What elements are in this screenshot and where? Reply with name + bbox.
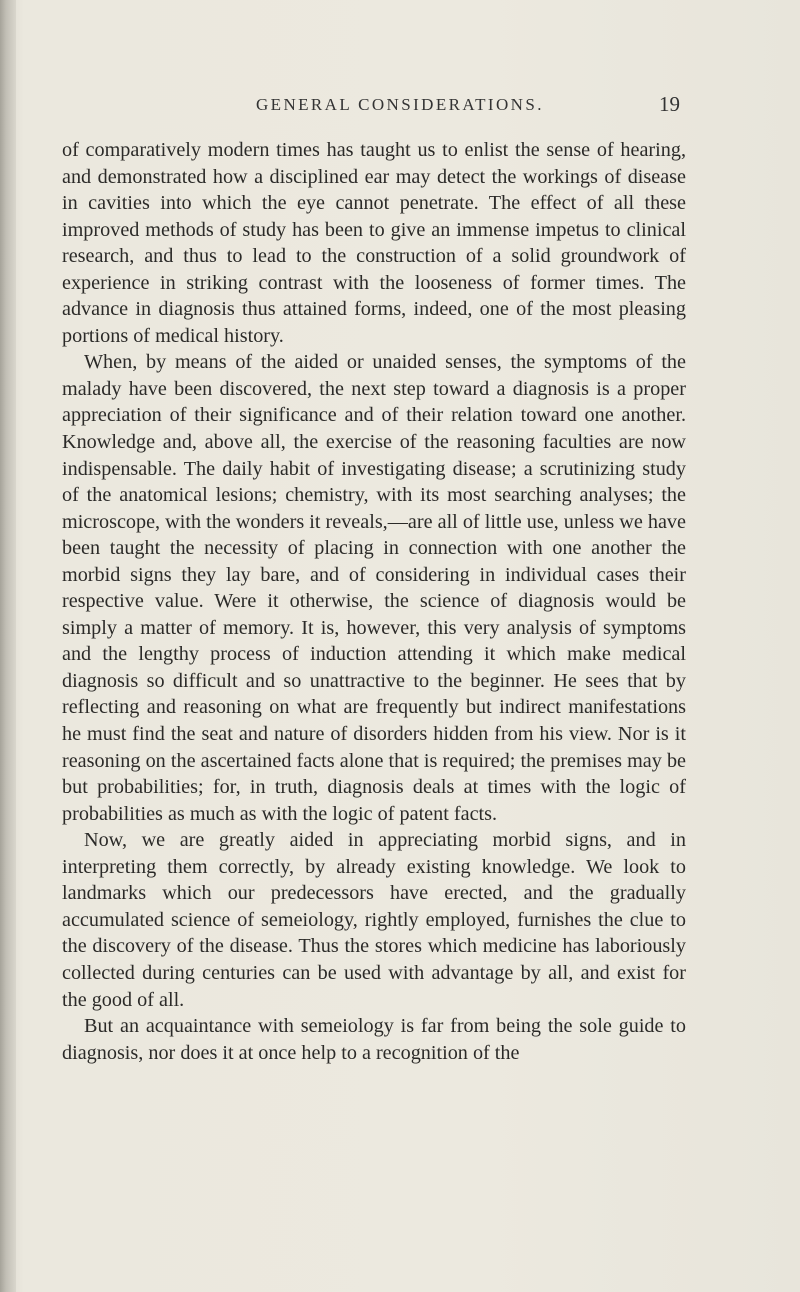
paragraph-2: When, by means of the aided or unaided senses, the symptoms of the malady have been discovered, the next step toward a diagnosis is a proper appreciation of their significance and of their relation toward one another. Knowledge and, above all, the exercise of the reasoning faculties are now indispensable. The daily habit of investigating disease; a scrutinizing study of the anatomical lesions; chemistry, with its most searching analyses; the microscope, with the wonders it reveals,—are all of little use, unless we have been taught the necessity of placing in connection with one another the morbid signs they lay bare, and of considering in individual cases their respective value. Were it otherwise, the science of diagnosis would be simply a matter of memory. It is, however, this very analysis of symptoms and the lengthy process of induction attending it which make medical diagnosis so difficult and so unattractive to the beginner. He sees that by reflecting and reasoning on what are frequently but indirect manifestations he must find the seat and nature of disorders hidden from his view. Nor is it reasoning on the ascertained facts alone that is required; the premises may be but probabilities; for, in truth, diagnosis deals at times with the logic of probabilities as much as with the logic of patent facts. — [62, 351, 686, 825]
paragraph-3: Now, we are greatly aided in appreciating morbid signs, and in interpreting them correctly, by already existing knowledge. We look to landmarks which our predecessors have erected, and the gradually accumulated science of semeiology, rightly employed, furnishes the clue to the discovery of the disease. Thus the stores which medicine has laboriously collected during centuries can be used with advantage by all, and exist for the good of all. — [62, 829, 686, 1011]
page-header — [60, 92, 680, 119]
paragraph-4: But an acquaintance with semeiology is far from being the sole guide to diagnosis, nor does it at once help to a recognition of the — [62, 1015, 686, 1064]
running-head: GENERAL CONSIDERATIONS. — [256, 95, 544, 114]
page-gutter-shadow — [0, 0, 16, 1292]
paragraph-1: of comparatively modern times has taught us to enlist the sense of hearing, and demonstrated how a disciplined ear may detect the workings of disease in cavities into which the eye cannot penetrate. The effect of all these improved methods of study has been to give an immense impetus to clinical research, and thus to lead to the construction of a solid groundwork of experience in striking contrast with the looseness of former times. The advance in diagnosis thus attained forms, indeed, one of the most pleasing portions of medical history. — [62, 139, 686, 347]
page-number: 19 — [659, 92, 680, 116]
body-text — [62, 137, 686, 1066]
